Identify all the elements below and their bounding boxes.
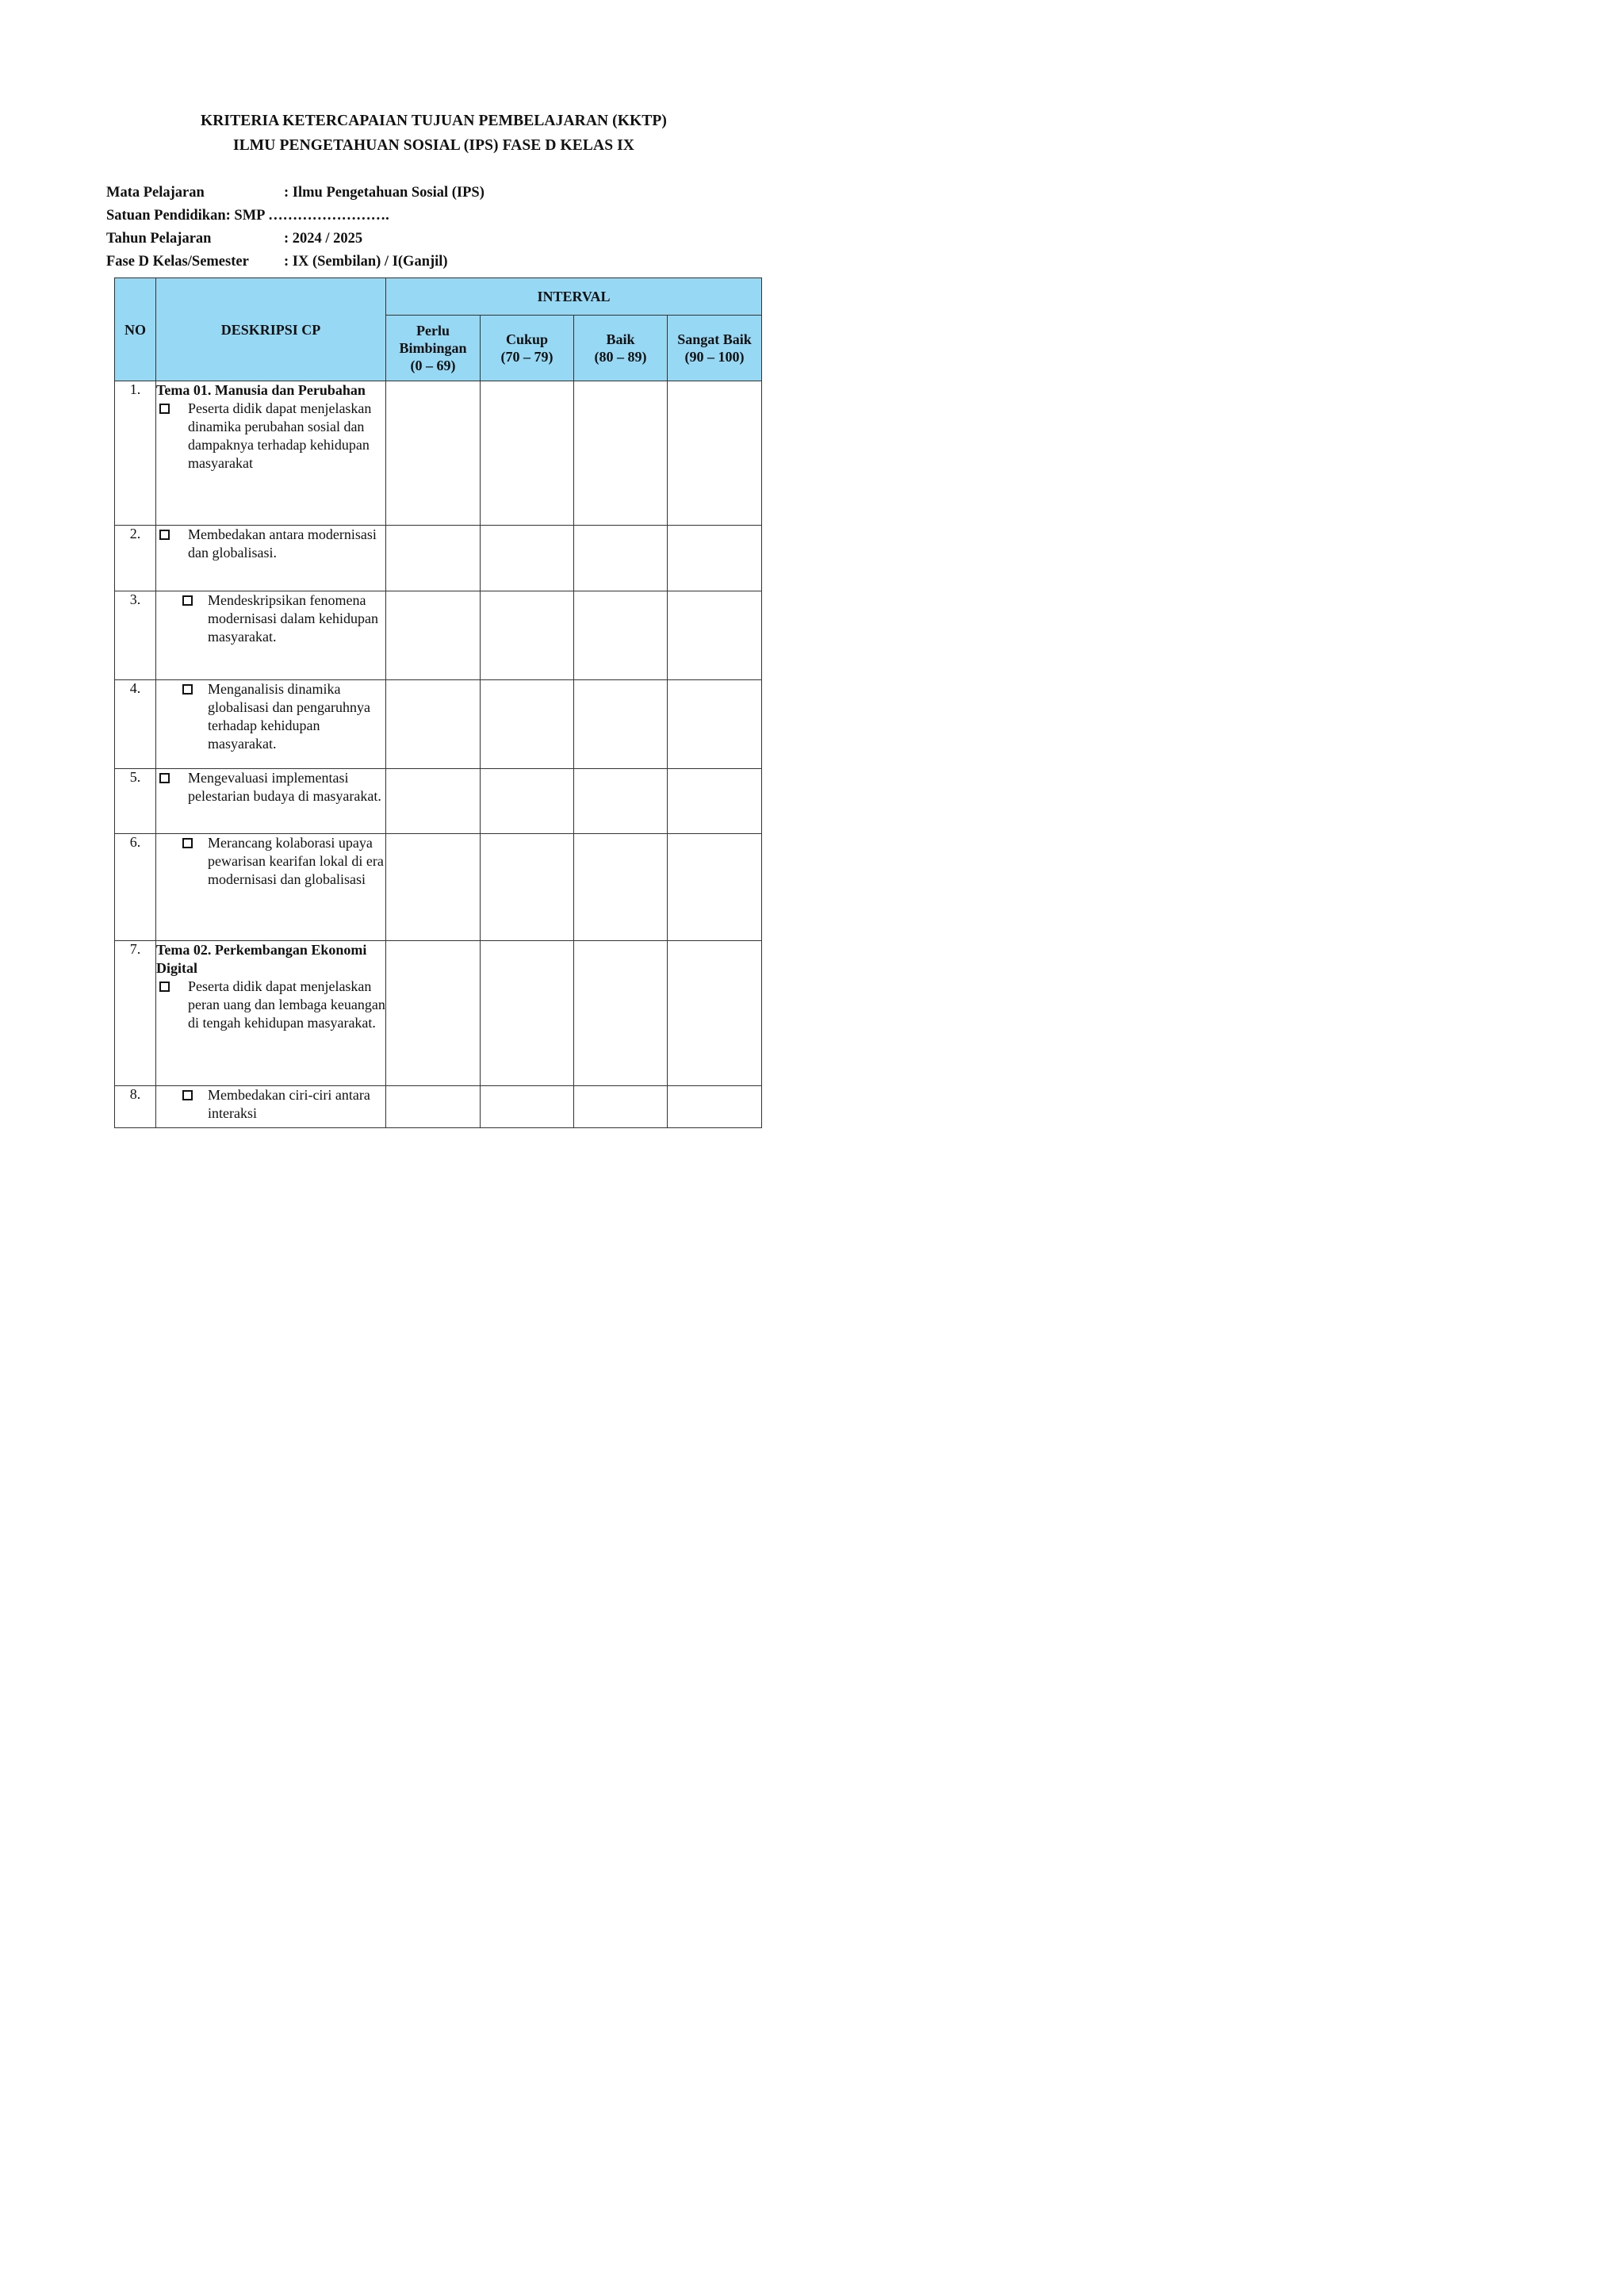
- header-interval-perlu-bimbingan: [386, 316, 481, 381]
- meta-fase-label: Fase D Kelas/Semester: [106, 254, 249, 270]
- cp-item: [156, 978, 385, 1032]
- cell-sangat-baik: [668, 1086, 762, 1128]
- cp-text: Menganalisis dinamika globalisasi dan pengaruhnya terhadap kehidupan masyarakat.: [208, 681, 370, 752]
- row-number: 5.: [115, 769, 156, 834]
- cp-text: Membedakan antara modernisasi dan globalisasi.: [188, 526, 377, 561]
- row-description: [156, 769, 386, 834]
- cell-cukup: [481, 769, 574, 834]
- cell-perlu-bimbingan: [386, 1086, 481, 1128]
- meta-mapel-value: : Ilmu Pengetahuan Sosial (IPS): [284, 185, 485, 201]
- cp-text: Mendeskripsikan fenomena modernisasi dalam kehidupan masyarakat.: [208, 592, 378, 645]
- row-number: 7.: [115, 941, 156, 1086]
- cell-sangat-baik: [668, 381, 762, 526]
- checkbox-bullet-icon: [159, 982, 170, 992]
- row-description: [156, 381, 386, 526]
- cp-item: [156, 680, 385, 753]
- cp-item: [156, 769, 385, 806]
- table-row: [115, 591, 762, 680]
- table-row: [115, 526, 762, 591]
- cell-baik: [574, 769, 668, 834]
- cp-item: [156, 834, 385, 889]
- doc-title-line1: KRITERIA KETERCAPAIAN TUJUAN PEMBELAJARAN (KKTP): [200, 113, 668, 129]
- cell-sangat-baik: [668, 834, 762, 941]
- checkbox-bullet-icon: [182, 1090, 193, 1100]
- interval-label: Perlu Bimbingan: [399, 323, 467, 356]
- meta-tahun-label: Tahun Pelajaran: [106, 231, 212, 247]
- interval-label: Sangat Baik: [677, 331, 752, 347]
- checkbox-bullet-icon: [159, 404, 170, 414]
- cell-cukup: [481, 834, 574, 941]
- checkbox-bullet-icon: [182, 595, 193, 606]
- interval-label: Cukup: [505, 331, 549, 347]
- cell-perlu-bimbingan: [386, 680, 481, 769]
- row-description: [156, 834, 386, 941]
- meta-mapel-label: Mata Pelajaran: [106, 185, 205, 201]
- cell-cukup: [481, 680, 574, 769]
- header-interval-sangat-baik: [668, 316, 762, 381]
- table-row: [115, 1086, 762, 1128]
- header-deskripsi-cp: DESKRIPSI CP: [156, 278, 386, 381]
- row-number: 2.: [115, 526, 156, 591]
- cell-perlu-bimbingan: [386, 834, 481, 941]
- cell-sangat-baik: [668, 769, 762, 834]
- cp-item: [156, 591, 385, 646]
- cell-cukup: [481, 381, 574, 526]
- row-description: [156, 941, 386, 1086]
- interval-range: (70 – 79): [500, 349, 553, 365]
- cell-sangat-baik: [668, 680, 762, 769]
- cell-baik: [574, 941, 668, 1086]
- meta-satuan-line: Satuan Pendidikan: SMP …………………….: [106, 208, 389, 224]
- row-description: [156, 1086, 386, 1128]
- table-row: [115, 769, 762, 834]
- cell-baik: [574, 680, 668, 769]
- cp-text: Peserta didik dapat menjelaskan dinamika perubahan sosial dan dampaknya terhadap kehidupan masyarakat: [188, 400, 372, 471]
- cell-cukup: [481, 1086, 574, 1128]
- cell-cukup: [481, 941, 574, 1086]
- cell-sangat-baik: [668, 526, 762, 591]
- header-no: NO: [115, 278, 156, 381]
- cp-text: Membedakan ciri-ciri antara interaksi: [208, 1087, 370, 1121]
- row-number: 4.: [115, 680, 156, 769]
- header-interval-cukup: [481, 316, 574, 381]
- header-interval-baik: [574, 316, 668, 381]
- cell-baik: [574, 591, 668, 680]
- row-number: 1.: [115, 381, 156, 526]
- cell-perlu-bimbingan: [386, 941, 481, 1086]
- meta-tahun-value: : 2024 / 2025: [284, 231, 363, 247]
- cell-baik: [574, 381, 668, 526]
- checkbox-bullet-icon: [182, 838, 193, 848]
- interval-range: (0 – 69): [410, 358, 456, 373]
- cell-perlu-bimbingan: [386, 591, 481, 680]
- checkbox-bullet-icon: [159, 773, 170, 783]
- cell-cukup: [481, 591, 574, 680]
- row-description: [156, 526, 386, 591]
- cp-text: Mengevaluasi implementasi pelestarian budaya di masyarakat.: [188, 770, 381, 804]
- table-row: [115, 680, 762, 769]
- cp-item: [156, 400, 385, 473]
- row-description: [156, 591, 386, 680]
- cell-baik: [574, 1086, 668, 1128]
- checkbox-bullet-icon: [159, 530, 170, 540]
- cell-perlu-bimbingan: [386, 769, 481, 834]
- interval-range: (90 – 100): [684, 349, 745, 365]
- checkbox-bullet-icon: [182, 684, 193, 695]
- cell-perlu-bimbingan: [386, 381, 481, 526]
- cp-text: Peserta didik dapat menjelaskan peran uang dan lembaga keuangan di tengah kehidupan masyarakat.: [188, 978, 385, 1031]
- cp-text: Merancang kolaborasi upaya pewarisan kearifan lokal di era modernisasi dan globalisasi: [208, 835, 384, 887]
- cell-baik: [574, 834, 668, 941]
- cp-item: [156, 1086, 385, 1123]
- row-number: 8.: [115, 1086, 156, 1128]
- cell-sangat-baik: [668, 591, 762, 680]
- cell-baik: [574, 526, 668, 591]
- kktp-table: [114, 277, 762, 1128]
- row-description: [156, 680, 386, 769]
- row-number: 6.: [115, 834, 156, 941]
- doc-title-line2: ILMU PENGETAHUAN SOSIAL (IPS) FASE D KELAS IX: [233, 137, 634, 154]
- tema-heading: Tema 02. Perkembangan Ekonomi Digital: [156, 942, 367, 976]
- interval-label: Baik: [606, 331, 635, 347]
- cell-perlu-bimbingan: [386, 526, 481, 591]
- tema-heading: Tema 01. Manusia dan Perubahan: [156, 382, 366, 398]
- table-row: [115, 941, 762, 1086]
- meta-fase-value: : IX (Sembilan) / I(Ganjil): [284, 254, 448, 270]
- header-interval: INTERVAL: [386, 278, 762, 316]
- table-row: [115, 381, 762, 526]
- interval-range: (80 – 89): [594, 349, 647, 365]
- cell-cukup: [481, 526, 574, 591]
- cp-item: [156, 526, 385, 562]
- table-row: [115, 834, 762, 941]
- cell-sangat-baik: [668, 941, 762, 1086]
- row-number: 3.: [115, 591, 156, 680]
